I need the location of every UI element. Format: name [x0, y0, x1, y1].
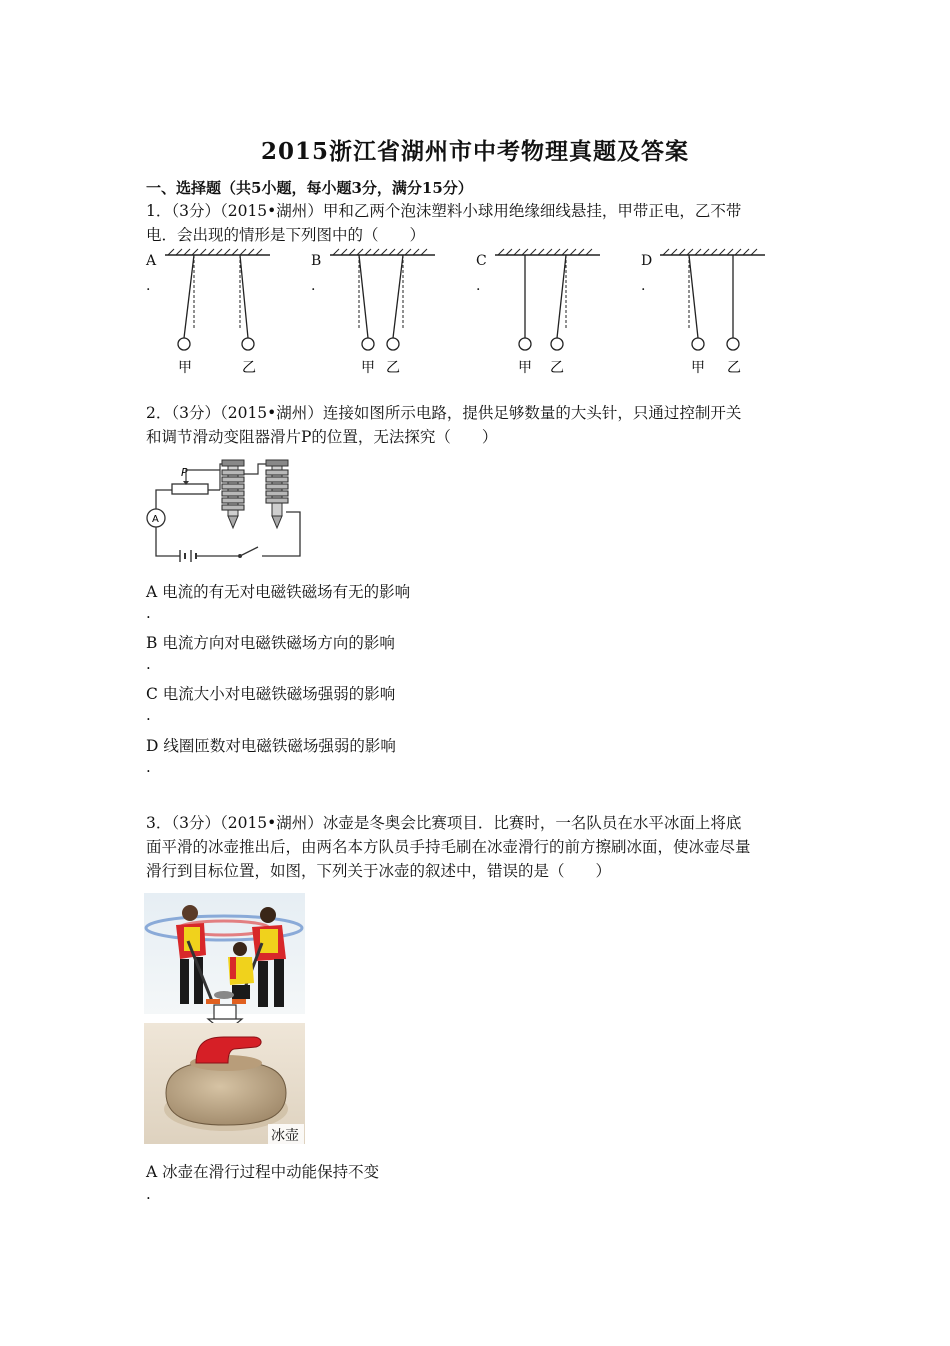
ball-label-yi: 乙	[386, 360, 400, 376]
q3-text-line3: 滑行到目标位置，如图，下列关于冰壶的叙述中，错误的是（ ）	[146, 862, 612, 880]
q3-text-line2: 面平滑的冰壶推出后，由两名本方队员手持毛刷在冰壶滑行的前方擦刷冰面，使冰壶尽量	[146, 838, 751, 856]
section-heading: 一、选择题（共5小题，每小题3分，满分15分）	[146, 179, 473, 197]
slider-p-label: P	[181, 466, 188, 479]
q2-circuit-diagram	[146, 456, 311, 568]
q1-figure-c	[490, 248, 610, 378]
ammeter-label: A	[152, 514, 159, 525]
q1-option-b-label: B	[311, 253, 322, 269]
q1-figure-a	[160, 248, 280, 378]
photo-caption: 冰壶	[271, 1128, 299, 1144]
q1-text-line1: 1．（3分）（2015•湖州）甲和乙两个泡沫塑料小球用绝缘细线悬挂，甲带正电，乙不带	[146, 202, 742, 220]
q2-option-a-dot: .	[146, 604, 151, 622]
ball-label-jia: 甲	[361, 360, 375, 376]
q1-figure-b	[325, 248, 445, 378]
q2-option-a: A 电流的有无对电磁铁磁场有无的影响	[146, 583, 411, 601]
q2-option-c-dot: .	[146, 706, 151, 724]
q3-curling-photo	[144, 893, 306, 1145]
q1-text-line2: 电．会出现的情形是下列图中的（ ）	[146, 226, 426, 244]
q1-option-a-label: A	[146, 253, 157, 269]
ball-label-jia: 甲	[691, 360, 705, 376]
ball-label-yi: 乙	[242, 360, 256, 376]
q2-option-b: B 电流方向对电磁铁磁场方向的影响	[146, 634, 395, 652]
q2-option-d: D 线圈匝数对电磁铁磁场强弱的影响	[146, 737, 396, 755]
q1-option-d-dot: .	[641, 278, 646, 294]
ball-label-yi: 乙	[727, 360, 741, 376]
q3-option-a: A 冰壶在滑行过程中动能保持不变	[146, 1163, 380, 1181]
q2-option-d-dot: .	[146, 758, 151, 776]
q3-text-line1: 3．（3分）（2015•湖州）冰壶是冬奥会比赛项目．比赛时，一名队员在水平冰面上将底	[146, 814, 742, 832]
q1-figure-d	[655, 248, 775, 378]
q1-option-a-dot: .	[146, 278, 151, 294]
q2-text-line2: 和调节滑动变阻器滑片P的位置，无法探究（ ）	[146, 428, 498, 446]
ball-label-jia: 甲	[178, 360, 192, 376]
q1-option-c-label: C	[476, 253, 487, 269]
page-title: 2015浙江省湖州市中考物理真题及答案	[260, 138, 689, 165]
q2-text-line1: 2．（3分）（2015•湖州）连接如图所示电路，提供足够数量的大头针，只通过控制开关	[146, 404, 742, 422]
q2-option-c: C 电流大小对电磁铁磁场强弱的影响	[146, 685, 396, 703]
q1-option-b-dot: .	[311, 278, 316, 294]
q1-option-c-dot: .	[476, 278, 481, 294]
ball-label-yi: 乙	[550, 360, 564, 376]
q3-option-a-dot: .	[146, 1185, 151, 1203]
q1-option-d-label: D	[641, 253, 653, 269]
ball-label-jia: 甲	[518, 360, 532, 376]
q2-option-b-dot: .	[146, 655, 151, 673]
